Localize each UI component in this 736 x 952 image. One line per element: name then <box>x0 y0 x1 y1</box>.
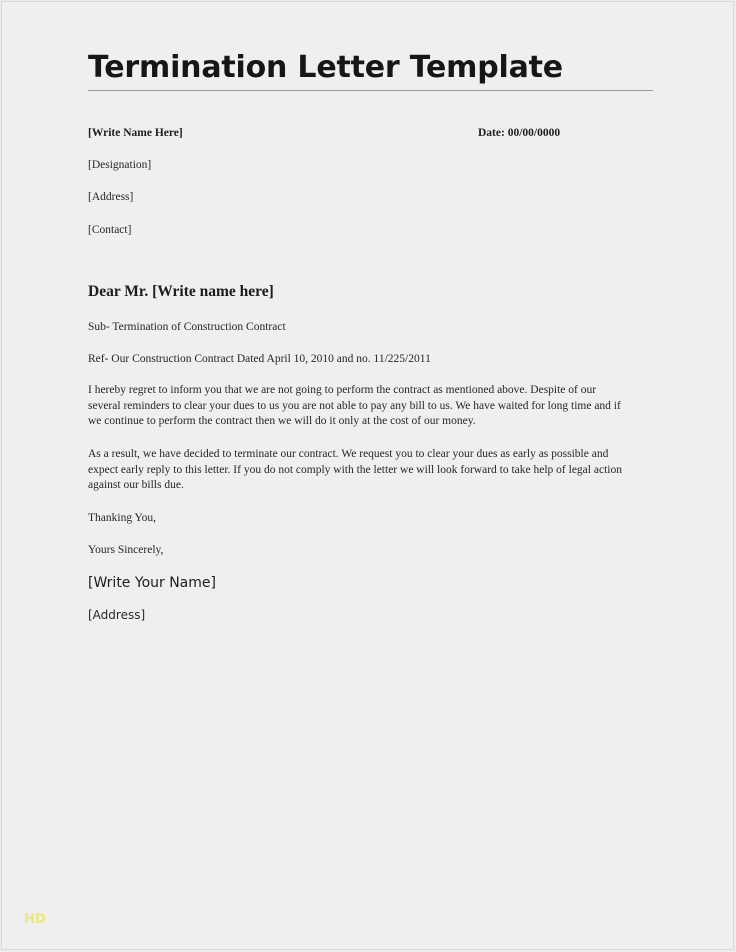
sender-name: [Write Name Here] <box>88 127 183 139</box>
paragraph-line: against our bills due. <box>88 479 184 492</box>
salutation: Dear Mr. [Write name here] <box>88 283 274 300</box>
letter-page <box>1 1 734 950</box>
paragraph-line: I hereby regret to inform you that we are not going to perform the contract as mentioned above. Despite of our <box>88 384 597 396</box>
paragraph-line: several reminders to clear your dues to us you are not able to pay any bill to us. We have waited for long time and if <box>88 399 621 412</box>
paragraph-line: expect early reply to this letter. If you do not comply with the letter we will look forward to take help of legal action <box>88 463 622 476</box>
reference-line: Ref- Our Construction Contract Dated April 10, 2010 and no. 11/225/2011 <box>88 353 431 365</box>
closing-line: Yours Sincerely, <box>88 544 164 556</box>
body-paragraph-1 <box>88 383 648 430</box>
signature-address: [Address] <box>88 608 146 622</box>
paragraph-line: As a result, we have decided to terminate our contract. We request you to clear your dues as early as possible and <box>88 448 609 460</box>
title-divider <box>88 90 653 91</box>
hd-watermark: HD <box>24 912 46 927</box>
paragraph-line: we continue to perform the contract then we will do it only at the cost of our money. <box>88 415 476 428</box>
sender-contact: [Contact] <box>88 224 132 236</box>
subject-line: Sub- Termination of Construction Contract <box>88 321 286 333</box>
thanks-line: Thanking You, <box>88 512 157 524</box>
signature-name: [Write Your Name] <box>88 575 216 591</box>
sender-designation: [Designation] <box>88 159 152 171</box>
sender-address: [Address] <box>88 191 134 203</box>
letter-date: Date: 00/00/0000 <box>478 127 561 139</box>
page-title: Termination Letter Template <box>88 50 563 85</box>
body-paragraph-2 <box>88 447 648 494</box>
